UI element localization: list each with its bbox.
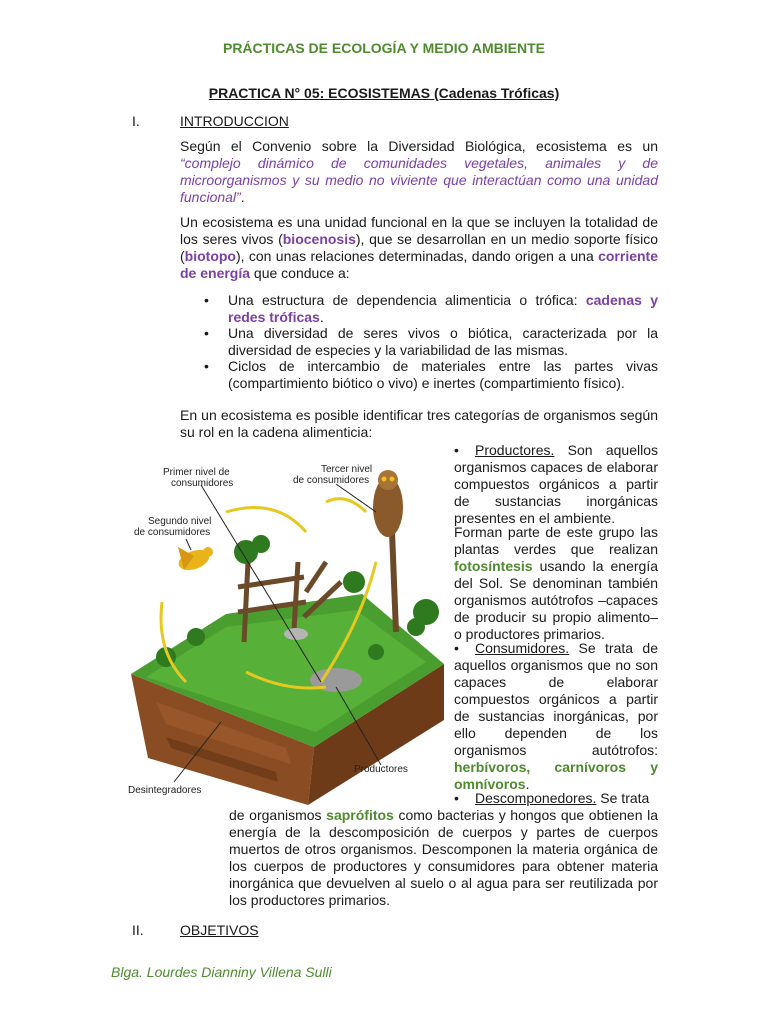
section-title-introduccion: INTRODUCCION: [180, 113, 289, 129]
label-productores: Productores: [354, 764, 408, 775]
practice-title: PRACTICA N° 05: ECOSISTEMAS (Cadenas Tróficas): [208, 85, 560, 101]
intro-paragraph: Según el Convenio sobre la Diversidad Biológica, ecosistema es un “complejo dinámico de comunidades vegetales, animales y de microorganismos y su medio no viviente que interactúan como una unidad funcional”.: [180, 138, 658, 205]
term-biocenosis: biocenosis: [282, 231, 356, 247]
bullet-marker: •: [454, 790, 459, 806]
term-saprofitos: saprófitos: [326, 807, 394, 823]
food-chain-illustration: [126, 452, 452, 808]
consumidores-paragraph: Consumidores. Se trata de aquellos organismos que no son capaces de elaborar compuestos orgánicos a partir de sustancias inorgánicas, por ello dependen de los organismos autótrofos: herbívoros, carnívoros y omnívoros.: [454, 640, 658, 792]
bullet-item-1: Una estructura de dependencia alimenticia o trófica: cadenas y redes tróficas.: [228, 292, 658, 325]
label-desintegradores: Desintegradores: [128, 785, 202, 796]
term-fotosintesis: fotosíntesis: [454, 558, 533, 574]
ecosystem-paragraph: Un ecosistema es una unidad funcional en la que se incluyen la totalidad de los seres vivos (biocenosis), que se desarrollan en un medio soporte físico (biotopo), con unas relaciones determinadas, dando origen a una corriente de energía que conduce a:: [180, 214, 658, 281]
descomponedores-heading-line: Descomponedores. Se trata: [475, 790, 650, 806]
term-corriente-energia: corriente de energía: [180, 248, 658, 281]
label-tercer-nivel: Tercer nivel de consumidores: [293, 464, 373, 486]
heading-consumidores: Consumidores.: [475, 640, 570, 656]
term-biotopo: biotopo: [184, 248, 236, 264]
productores-paragraph: Productores. Son aquellos organismos capaces de elaborar compuestos orgánicos a partir de sustancias inorgánicas presentes en el ambiente.: [454, 442, 658, 526]
rock-icon: [284, 628, 308, 640]
heading-productores: Productores.: [475, 442, 555, 458]
owl-icon: [373, 470, 403, 537]
section-number-1: I.: [132, 113, 140, 129]
bullet-marker: •: [204, 325, 209, 341]
bullet-marker: •: [454, 442, 459, 458]
bird-icon: [176, 546, 213, 574]
section-number-2: II.: [132, 922, 144, 938]
ecosystem-definition-quote: “complejo dinámico de comunidades vegetales, animales y de microorganismos y su medio no viviente que interactúan como una unidad funcional”: [180, 155, 658, 205]
heading-descomponedores: Descomponedores.: [475, 790, 597, 806]
label-primer-nivel: Primer nivel de consumidores: [163, 467, 234, 489]
document-footer-author: Blga. Lourdes Dianniny Villena Sulli: [111, 964, 332, 980]
document-header: PRÁCTICAS DE ECOLOGÍA Y MEDIO AMBIENTE: [222, 40, 546, 56]
bullet-item-3: Ciclos de intercambio de materiales entre las partes vivas (compartimiento biótico o vivo) e inertes (compartimiento físico).: [228, 358, 658, 391]
label-segundo-nivel: Segundo nivel de consumidores: [134, 516, 212, 538]
bullet-marker: •: [454, 640, 459, 656]
categories-paragraph: En un ecosistema es posible identificar tres categorías de organismos según su rol en la cadena alimenticia:: [180, 407, 658, 440]
descomponedores-paragraph: de organismos saprófitos como bacterias y hongos que obtienen la energía de la descomposición de cuerpos y partes de cuerpos muertos de otros organismos. Descomponen la materia orgánica de los cuerpos de productores y consumidores para obtener materia inorgánica que devuelven al suelo o al agua para ser reutilizada por los productores primarios.: [229, 807, 659, 908]
productores-detail: Forman parte de este grupo las plantas verdes que realizan fotosíntesis usando la energía del Sol. Se denominan también organismos autótrofos –capaces de producir su propio alimento– o productores primarios.: [454, 524, 658, 642]
section-title-objetivos: OBJETIVOS: [180, 922, 259, 938]
bullet-marker: •: [204, 358, 209, 374]
bullet-item-2: Una diversidad de seres vivos o biótica, caracterizada por la diversidad de especies y la variabilidad de las mismas.: [228, 325, 658, 358]
bullet-marker: •: [204, 292, 209, 308]
owl-post: [392, 532, 396, 632]
term-herbivoros-carnivoros-omnivoros: herbívoros, carnívoros y omnívoros: [454, 759, 658, 792]
term-cadenas-redes: cadenas y redes tróficas: [228, 292, 658, 325]
